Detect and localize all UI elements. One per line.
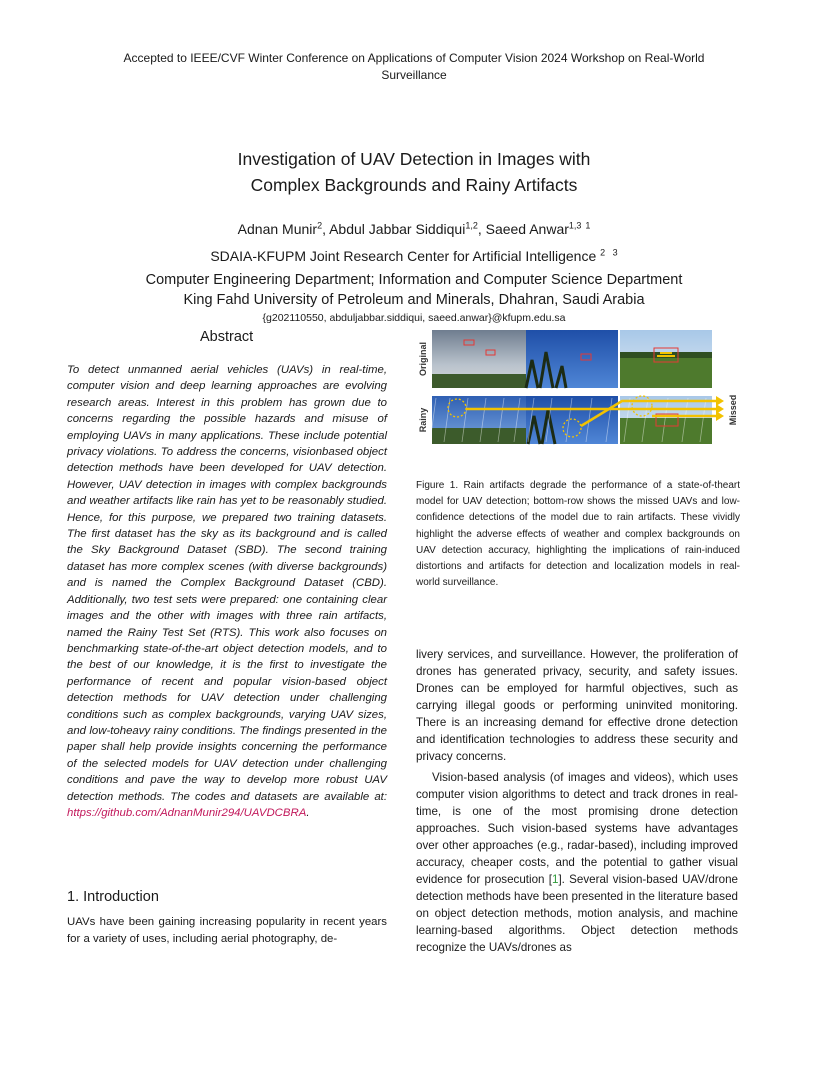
title-line-1: Investigation of UAV Detection in Images with xyxy=(237,149,591,169)
row-label-original: Original xyxy=(418,341,428,377)
affiliation-1 xyxy=(100,248,728,264)
figure-1 xyxy=(416,330,741,446)
author-2-affil: 1,2 xyxy=(465,220,478,231)
code-repo-link[interactable]: https://github.com/AdnanMunir294/UAVDCBRA xyxy=(67,806,307,819)
paper-title xyxy=(100,146,728,198)
author-trail-affil: 1 xyxy=(585,220,591,231)
intro-paragraph-1: livery services, and surveillance. However, the proliferation of drones has generated privacy, security, and safety issues. Drones can be employed for harmful objectives, such as carrying illegal goods or performing uninvited monitoring. There is an increasing demand for effective drone detection and identification technologies to address these security and privacy concerns. xyxy=(416,648,738,763)
affiliation-3: King Fahd University of Petroleum and Minerals, Dhahran, Saudi Arabia xyxy=(183,292,645,308)
abstract-heading: Abstract xyxy=(200,329,254,345)
affiliation-2: Computer Engineering Department; Information and Computer Science Department xyxy=(145,272,683,288)
conference-note: Accepted to IEEE/CVF Winter Conference on Applications of Computer Vision 2024 Workshop on Real-World Surveillance xyxy=(123,51,705,82)
original-image-2 xyxy=(526,330,618,388)
row-label-rainy: Rainy xyxy=(418,407,428,433)
section-heading-introduction: 1. Introduction xyxy=(67,889,159,905)
author-1: Adnan Munir xyxy=(237,221,318,237)
intro-paragraph-2-end: ]. Several vision-based UAV/drone detection methods have been presented in the literature based on object detection methods, motion analysis, and machine learning-based algorithms. Object detection methods recognize the UAVs/drones as xyxy=(416,873,739,954)
intro-paragraph-2-start: Vision-based analysis (of images and videos), which uses computer vision algorithms to detect and track drones in real-time, is one of the most promising drone detection approaches. Such vision-based systems have advantages over other approaches (e.g., radar-based), including improved accuracy, cheaper costs, and the potential to gather visual evidence for prosecution [ xyxy=(416,771,738,886)
original-row xyxy=(432,330,712,388)
citation-link[interactable]: 1 xyxy=(551,873,559,886)
author-1-affil: 2 xyxy=(317,220,323,231)
title-line-2: Complex Backgrounds and Rainy Artifacts xyxy=(250,175,578,195)
intro-right-column xyxy=(416,646,738,956)
author-emails: {g202110550, abduljabbar.siddiqui, saeed.anwar}@kfupm.edu.sa xyxy=(262,312,566,324)
rainy-row xyxy=(430,396,724,444)
intro-paragraph-left: UAVs have been gaining increasing popularity in recent years for a variety of uses, including aerial photography, de- xyxy=(67,916,387,945)
intro-paragraph-2 xyxy=(416,769,738,956)
figure-1-caption: Figure 1. Rain artifacts degrade the performance of a state-of-theart model for UAV detection; bottom-row shows the missed UAVs and low-confidence detections of the model due to rain artifacts. These vividly highlight the adverse effects of weather and complex backgrounds on UAV detection accuracy, highlighting the implications of rain-induced distortions and artifacts for detection and localization models in real-world surveillance. xyxy=(416,480,740,589)
abstract-body: To detect unmanned aerial vehicles (UAVs) in real-time, computer vision and deep learning approaches are evolving research areas. Interest in this problem has grown due to concerns regarding the possible hazards and misuse of employing UAVs in many applications. These include potential privacy violations. To address the concerns, visionbased object detection methods have been developed for UAV detection. However, UAV detection in images with complex backgrounds and weather artifacts like rain has yet to be reasonably studied. Hence, for this purpose, we prepared two training datasets. The first dataset has the sky as its background and is called the Sky Background Dataset (SBD). The second training dataset has more complex scenes (with diverse backgrounds) and is named the Complex Background Dataset (CBD). Additionally, two test sets were prepared: one containing clear images and the other with images with three rain artifacts, named the Rainy Test Set (RTS). This work also focuses on benchmarking state-of-the-art object detection models, and to the best of our knowledge, it is the first to investigate the performance of recent and popular vision-based object detection methods for UAV detection under challenging conditions such as complex backgrounds, varying UAV sizes, and low-toheavy rainy conditions. The findings presented in the paper shall help provide insights concerning the performance of the selected models for UAV detection under challenging conditions and pave the way to develop more robust UAV detection methods. The codes and datasets are available at: https://github.com/AdnanMunir294/UAVDCBRA. xyxy=(67,364,387,819)
label-missed: Missed xyxy=(728,394,738,426)
author-3-affil: 1,3 xyxy=(568,220,582,231)
author-3: Saeed Anwar xyxy=(485,221,569,237)
affiliation-1-text: SDAIA-KFUPM Joint Research Center for Artificial Intelligence xyxy=(210,248,597,264)
author-list: Adnan Munir$^2$, Abdul Jabbar Siddiqui$^{1,2}$, Saeed Anwar$^{1,3}$ $^1$ xyxy=(237,220,591,237)
author-2: Abdul Jabbar Siddiqui xyxy=(329,221,466,237)
figure-1-graphic xyxy=(416,330,741,446)
abstract-text: To detect unmanned aerial vehicles (UAVs) in real-time, computer vision and deep learning approaches are evolving research areas. Interest in this problem has grown due to concerns regarding the possible hazards and misuse of employing UAVs in many applications. These include potential privacy violations. To address the concerns, visionbased object detection methods have been developed for UAV detection. However, UAV detection in images with complex backgrounds and weather artifacts like rain has yet to be reasonably studied. Hence, for this purpose, we prepared two training datasets. The first dataset has the sky as its background and is called the Sky Background Dataset (SBD). The second training dataset has more complex scenes (with diverse backgrounds) and is named the Complex Background Dataset (CBD). Additionally, two test sets were prepared: one containing clear images and the other with images with three rain artifacts, named the Rainy Test Set (RTS). This work also focuses on benchmarking state-of-the-art object detection models, and to the best of our knowledge, it is the first to investigate the performance of recent and popular vision-based object detection methods for UAV detection under challenging conditions such as complex backgrounds, varying UAV sizes, and low-toheavy rainy conditions. The findings presented in the paper shall help provide insights concerning the performance of the selected models for UAV detection under challenging conditions and pave the way to develop more robust UAV detection methods. The codes and datasets are available at: xyxy=(67,364,387,803)
affiliation-1-marks: 2 3 xyxy=(600,247,618,258)
